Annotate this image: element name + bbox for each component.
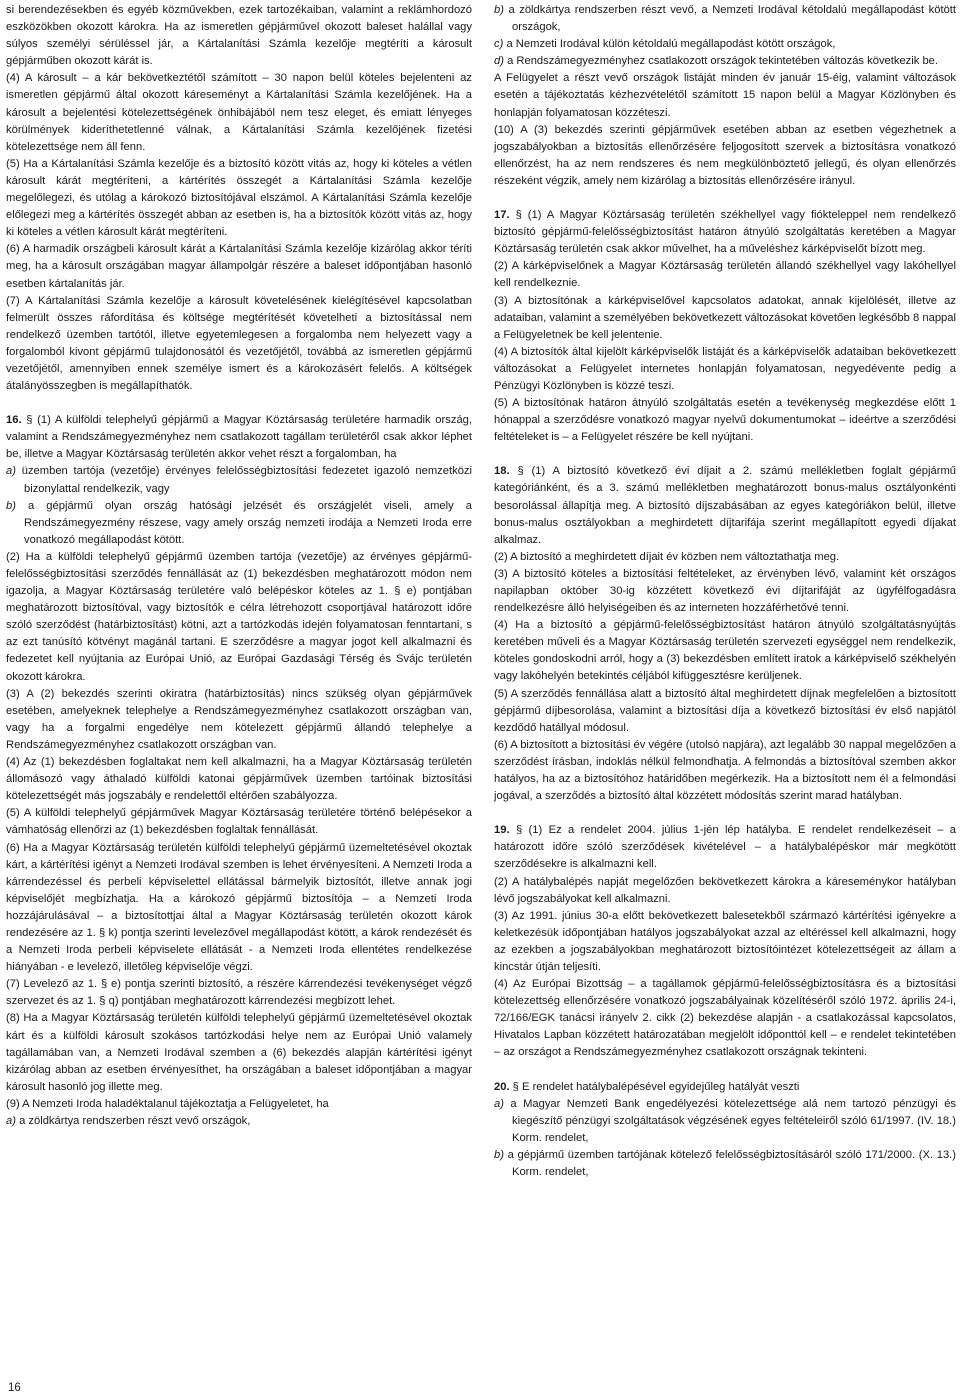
paragraph-text: A Felügyelet a részt vevő országok listáját minden év január 15-éig, valamint változások esetén a tájékoztatás kézhezvételétől számított 15 napon belül a Magyar Közlönyben és honlapján folyamatosan közzéteszi.: [494, 72, 956, 119]
paragraph: [494, 908, 956, 976]
paragraph-text: (7) Levelező az 1. § e) pontja szerinti biztosító, a részére kárrendezési tevékenységet végző szervezet és az 1. § q) pontjában meghatározott kárrendezési megbízott lehet.: [6, 978, 472, 1008]
paragraph: [494, 463, 956, 548]
list-label: a): [6, 1115, 16, 1127]
section-number: 17.: [494, 209, 510, 222]
right-column: [494, 2, 956, 1181]
paragraph: [6, 70, 472, 155]
paragraph: [494, 686, 956, 737]
paragraph: [6, 805, 472, 839]
paragraph: [6, 686, 472, 754]
paragraph-text: (4) Az (1) bekezdésben foglaltakat nem kell alkalmazni, ha a Magyar Köztársaság területén állomásozó vagy áthaladó külföldi katonai gépjárművek üzemben tartóinak biztosítási kötelezettségét más jogszabály e rendelettől eltérően szabályozza.: [6, 756, 472, 803]
paragraph-text: (6) A harmadik országbeli károsult kárát a Kártalanítási Számla kezelője kizárólag akkor téríti meg, ha a károsult országában magyar állampolgár részére a baleset időpontjában hasonló esetben kártalanítás jár.: [6, 243, 472, 290]
paragraph-text: (4) Ha a biztosító a gépjármű-felelősségbiztosítást határon átnyúló szolgáltatásnyújtás keretében műveli és a Magyar Köztársaság területén szervezeti egységgel nem rendelkezik, köteles gondoskodni arról, hogy a (3) bekezdésben említett iratok a kárképviselő székhelyén vagy lakóhelyén betekintés céljából kifüggesztésre kerüljenek.: [494, 619, 956, 683]
paragraph-text: (10) A (3) bekezdés szerinti gépjárművek esetében abban az esetben végezhetnek a jogszabályokban a biztosítás ellenőrzésére feljogosított szervek a biztosításra vonatkozó ellenőrzést, ha az nem rendszeres és nem megkülönböztető jellegű, és olyan ellenőrzés részeként végzik, amely nem kizárólag a biztosítás ellenőrzésére irányul.: [494, 123, 956, 187]
paragraph-text: § E rendelet hatálybalépésével egyidejűleg hatályát veszti: [512, 1080, 800, 1093]
paragraph: [6, 1113, 472, 1130]
paragraph: [494, 258, 956, 292]
paragraph-text: (3) Az 1991. június 30-a előtt bekövetkezett balesetekből származó kártérítési igényekre a keletkezésük időpontjában hatályos jogszabályokat azzal az eltéréssel kell alkalmazni, hogy az ezekben a jogszabályokban meghatározott biztosítóintézet kötelezettségeit az állam a kincstár útján teljesíti.: [494, 909, 956, 973]
paragraph-text: a Magyar Nemzeti Bank engedélyezési kötelezettsége alá nem tartozó pénzügyi és kiegészítő pénzügyi szolgáltatások végzésének egyes feltételeiről szóló 61/1997. (IV. 18.) Korm. rendelet,: [510, 1097, 957, 1144]
paragraph-text: a gépjármű üzemben tartójának kötelező felelősségbiztosításáról szóló 171/2000. (X. 13.) Korm. rendelet,: [507, 1148, 956, 1178]
section-number: 18.: [494, 465, 510, 478]
paragraph-text: (4) A biztosítók által kijelölt kárképviselők listáját és a kárképviselők adataiban bekövetkezett változásokat a Felügyelet internetes honlapján folyamatosan, negyedévente pedig a Pénzügyi Közlönyben is közzé teszi.: [494, 345, 956, 392]
paragraph-text: (5) A külföldi telephelyű gépjárművek Magyar Köztársaság területére történő belépésekor a vámhatóság ellenőrzi az (1) bekezdésben foglaltak fennállását.: [6, 807, 472, 837]
paragraph-text: (2) A biztosító a meghirdetett díjait év közben nem változtathatja meg.: [494, 550, 840, 563]
paragraph-text: a zöldkártya rendszerben részt vevő, a Nemzeti Irodával kétoldalú megállapodást kötött országok,: [508, 4, 957, 34]
paragraph-text: (4) Az Európai Bizottság – a tagállamok gépjármű-felelősségbiztosításra és a biztosítási kötelezettség ellenőrzésére vonatkozó jogszabályainak közelítéséről szóló 1972. április 24-i, 72/166/EGK tanácsi irányelv 2. cikk (2) bekezdése alapján - a csatlakozással kapcsolatos, Hivatalos Lapban közzétett határozatában megjelölt időponttól kell – e rendelet tekintetében – az országot a Rendszámegyezményhez csatlakozott országnak tekinteni.: [494, 978, 956, 1059]
paragraph: [6, 412, 472, 463]
paragraph-text: a Rendszámegyezményhez csatlakozott országok tekintetében változás következik be.: [507, 55, 939, 68]
paragraph-text: § (1) A külföldi telephelyű gépjármű a Magyar Köztársaság területére harmadik ország, valamint a Rendszámegyezményhez nem csatlakozott tagállam területéről csak akkor léphet be, illetve a Magyar Köztársaság területén akkor vehet részt a forgalomban, ha: [6, 414, 472, 461]
list-label: a): [6, 465, 16, 478]
paragraph: [494, 617, 956, 685]
paragraph-text: (7) A Kártalanítási Számla kezelője a károsult követelésének kielégítésével kapcsolatban felmerült összes ráfordítása és költsége megtérítését követelheti a biztosítással nem rendelkező üzemben tartótól, illetve egyetemlegesen a forgalomba nem helyezett vagy a forgalomból kivont gépjármű tulajdonosától és vezetőjétől, továbbá az ismeretlen gépjármű vezetőjétől, amennyiben ennek személye ismert és a károkozásért felelős. A költségek átalányösszegben is megállapíthatók.: [6, 294, 472, 393]
paragraph: [494, 395, 956, 446]
page-number: 16: [8, 1382, 21, 1394]
paragraph: [494, 70, 956, 121]
paragraph: [494, 1096, 956, 1147]
paragraph: [6, 1096, 472, 1113]
paragraph-text: (3) A biztosítónak a kárképviselővel kapcsolatos adatokat, annak kijelölését, illetve az adataiban, valamint a személyében bekövetkezett változásokat követően legkésőbb 8 nappal a Felügyeletnek be kell jelentenie.: [494, 294, 956, 341]
paragraph-text: (8) Ha a Magyar Köztársaság területén külföldi telephelyű gépjármű üzemeltetésével okoztak kárt és a külföldi károsult szokásos tartózkodási helye nem az Európai Unió valamely tagállamában van, a Nemzeti Irodával szemben a (6) bekezdés alapján kártérítési igényt kizárólag abban az esetben érvényesíthet, ha országában a baleset időpontjában a magyar károsult hasonló jog illette meg.: [6, 1012, 472, 1093]
list-label: b): [494, 1148, 504, 1161]
paragraph: [494, 976, 956, 1061]
paragraph: [494, 122, 956, 190]
paragraph-text: § (1) A Magyar Köztársaság területén székhellyel vagy fiókteleppel nem rendelkező biztosító gépjármű-felelősségbiztosítást határon átnyúló szolgáltatás keretében a Magyar Köztársaság területén csak akkor művelhet, ha a műveléshez kárképviselőt bízott meg.: [494, 209, 957, 256]
paragraph-text: (5) A biztosítónak határon átnyúló szolgáltatás esetén a tevékenység megkezdése előtt 1 hónappal a szerződésre vonatkozó magyar nyelvű dokumentumokat – ideértve a szerződési feltételeket is – a Felügyelet részére be kell nyújtani.: [494, 397, 956, 444]
paragraph: [6, 1010, 472, 1095]
paragraph-text: (6) Ha a Magyar Köztársaság területén külföldi telephelyű gépjármű üzemeltetésével okoztak kárt, a kártérítési igényt a Nemzeti Irodával szemben is lehet érvényesíteni. A Nemzeti Iroda a kárrendezéssel és perbeli képviselettel ellátással bármelyik biztosítót, illetve annak jogi képviselőjét megbízhatja. Ha a károkozó gépjármű biztosítója – a Nemzeti Iroda hozzájárulásával – a biztosítottjai által a Magyar Köztársaság területén okozott károk rendezésére az 1. § k) pontja szerinti levelezővel megállapodást kötött, a károk rendezését és a Nemzeti Iroda perbeli képviselete ellátását - a Nemzeti Iroda ellentétes rendelkezése hiányában - e levelező, illetőleg képviselője végzi.: [6, 841, 472, 974]
paragraph-text: (5) Ha a Kártalanítási Számla kezelője és a biztosító között vitás az, hogy ki köteles a vétlen károsult kárát megtéríteni, a kártérítés összegét a Kártalanítási Számla kezelője megelőlegezi, és utólag a károkozó biztosítójával elszámol. A Kártalanítási Számla kezelője előlegezi meg a kártérítés összegét abban az esetben is, ha a biztosítók között vitás az, hogy ki köteles a vétlen károsult kárát megtéríteni.: [6, 157, 472, 239]
paragraph: [494, 737, 956, 805]
list-label: b): [494, 4, 504, 16]
paragraph-text: (2) Ha a külföldi telephelyű gépjármű üzemben tartója (vezetője) az érvényes gépjármű-felelősségbiztosítási szerződés fennállását az (1) bekezdésben meghatározott módon nem igazolja, a Magyar Köztársaság területére való belépéskor köteles az 1. § e) pontjában meghatározott biztosítóval, vagy biztosítók e célra létrehozott csoportjával határozott időre szóló szerződést (határbiztosítást) kötni, azt a tartózkodás idején folyamatosan fenntartani, s az ezt tanúsító kötvényt magánál tartani. E szerződésre a magyar jogot kell alkalmazni és fedezetet kell nyújtania az Európai Unió, az Európai Gazdasági Térség és Svájc területén okozott károkra.: [6, 550, 472, 683]
paragraph: [494, 207, 956, 258]
paragraph: [494, 549, 956, 566]
paragraph: [6, 156, 472, 241]
paragraph: [494, 53, 956, 70]
list-label: c): [494, 38, 504, 51]
section-number: 19.: [494, 824, 510, 837]
paragraph-text: (9) A Nemzeti Iroda haladéktalanul tájékoztatja a Felügyeletet, ha: [6, 1097, 329, 1110]
paragraph: [494, 293, 956, 344]
paragraph: [494, 1147, 956, 1181]
paragraph-text: a Nemzeti Irodával külön kétoldalú megállapodást kötött országok,: [506, 38, 836, 51]
paragraph-text: (5) A szerződés fennállása alatt a biztosító által meghirdetett díjnak megfelelően a biztosított gépjármű díjbesorolása, valamint a biztosítási díja a következő biztosítási év első napjától kezdődő hatállyal módosul.: [494, 687, 956, 734]
paragraph-text: (3) A biztosító köteles a biztosítási feltételeket, az érvényben lévő, valamint két országos napilapban október 30-ig közzétett következő évi díjtarifáját az ügyfélfogadásra rendelkezésre álló helyiségeiben és az interneten hozzáférhetővé tenni.: [494, 567, 956, 615]
paragraph: [6, 840, 472, 977]
paragraph: [6, 2, 472, 70]
paragraph-text: (2) A kárképviselőnek a Magyar Köztársaság területén állandó székhellyel vagy lakóhellyel kell rendelkeznie.: [494, 260, 956, 290]
paragraph: [494, 566, 956, 617]
paragraph: [6, 754, 472, 805]
paragraph-text: § (1) Ez a rendelet 2004. július 1-jén lép hatályba. E rendelet rendelkezéseit – a határozott időre szóló szerződések kivételével – a hatálybalépéskor már megkötött szerződésekre is alkalmazni kell.: [494, 824, 957, 871]
list-label: a): [494, 1097, 504, 1110]
list-label: b): [6, 499, 16, 512]
paragraph: [494, 2, 956, 36]
paragraph-text: (4) A károsult – a kár bekövetkeztétől számított – 30 napon belül köteles bejelenteni az ismeretlen gépjármű által okozott káreseményt a Kártalanítási Számla kezelőjének. Ha a károsult a bejelentési kötelezettségének önhibájából nem tesz eleget, és emiatt lényeges körülmények kideríthetetlenné válnak, a Kártalanítási Számla kezelőjének fizetési kötelezettsége nem áll fenn.: [6, 72, 472, 153]
paragraph: [494, 36, 956, 53]
paragraph-text: (2) A hatálybalépés napját megelőzően bekövetkezett károkra a káreseménykor hatályban lévő jogszabályokat kell alkalmazni.: [494, 875, 956, 905]
paragraph-text: a zöldkártya rendszerben részt vevő országok,: [19, 1115, 251, 1127]
paragraph-text: si berendezésekben és egyéb közművekben, ezek tartozékaiban, valamint a reklámhordozó eszközökben okozott károkra. Ha az ismeretlen gépjárművel okozott baleset halállal vagy súlyos személyi sérüléssel jár, a Kártalanítási Számla kezelője megtéríti a károsult gépjárműben okozott kárát is.: [6, 4, 472, 68]
paragraph: [494, 1079, 956, 1096]
paragraph-text: (6) A biztosított a biztosítási év végére (utolsó napjára), azt legalább 30 nappal megelőzően a szerződést írásban, indoklás nélkül felmondhatja. A felmondás a biztosítóval szemben akkor hatályos, ha az a biztosítóhoz határidőben megérkezik. Ha a biztosított nem él a felmondási jogával, a szerződés a biztosító által közzétett módosítás szerint marad hatályban.: [494, 738, 956, 803]
section-number: 16.: [6, 414, 22, 427]
section-number: 20.: [494, 1080, 510, 1093]
paragraph: [6, 293, 472, 396]
paragraph: [6, 549, 472, 686]
paragraph-text: a gépjármű olyan ország hatósági jelzését és országjelét viseli, amely a Rendszámegyezmény részese, vagy amely ország nemzeti irodája a Nemzeti Iroda erre vonatkozó megállapodást kötött.: [24, 499, 472, 546]
paragraph: [6, 241, 472, 292]
paragraph: [494, 822, 956, 873]
paragraph-text: üzemben tartója (vezetője) érvényes felelősségbiztosítási fedezetet igazoló nemzetközi bizonylattal rendelkezik, vagy: [21, 465, 472, 495]
paragraph-text: (3) A (2) bekezdés szerinti okiratra (határbiztosítás) nincs szükség olyan gépjárművek esetében, amelyeknek telephelye a Rendszámegyezményhez csatlakozott országban van, vagy ha a forgalmi engedélye nem kötelezett gépjármű állandó telephelye a Rendszámegyezményhez csatlakozott országban van.: [6, 687, 472, 751]
paragraph: [494, 344, 956, 395]
paragraph: [494, 874, 956, 908]
left-column: [6, 2, 472, 1130]
paragraph: [6, 498, 472, 549]
paragraph: [6, 976, 472, 1010]
paragraph: [6, 463, 472, 497]
list-label: d): [494, 55, 504, 68]
paragraph-text: § (1) A biztosító következő évi díjait a 2. számú mellékletben foglalt gépjármű kategóriánként, és a 3. számú mellékletben meghatározott bonus-malus osztályonkénti besorolással állapítja meg. A biztosító díjszabásában az egyes kategóriákon belül, illetve bonus-malus osztályokban a meghirdetett díjtarifája szerint megállapított egyedi díjakat alkalmaz.: [494, 465, 956, 546]
